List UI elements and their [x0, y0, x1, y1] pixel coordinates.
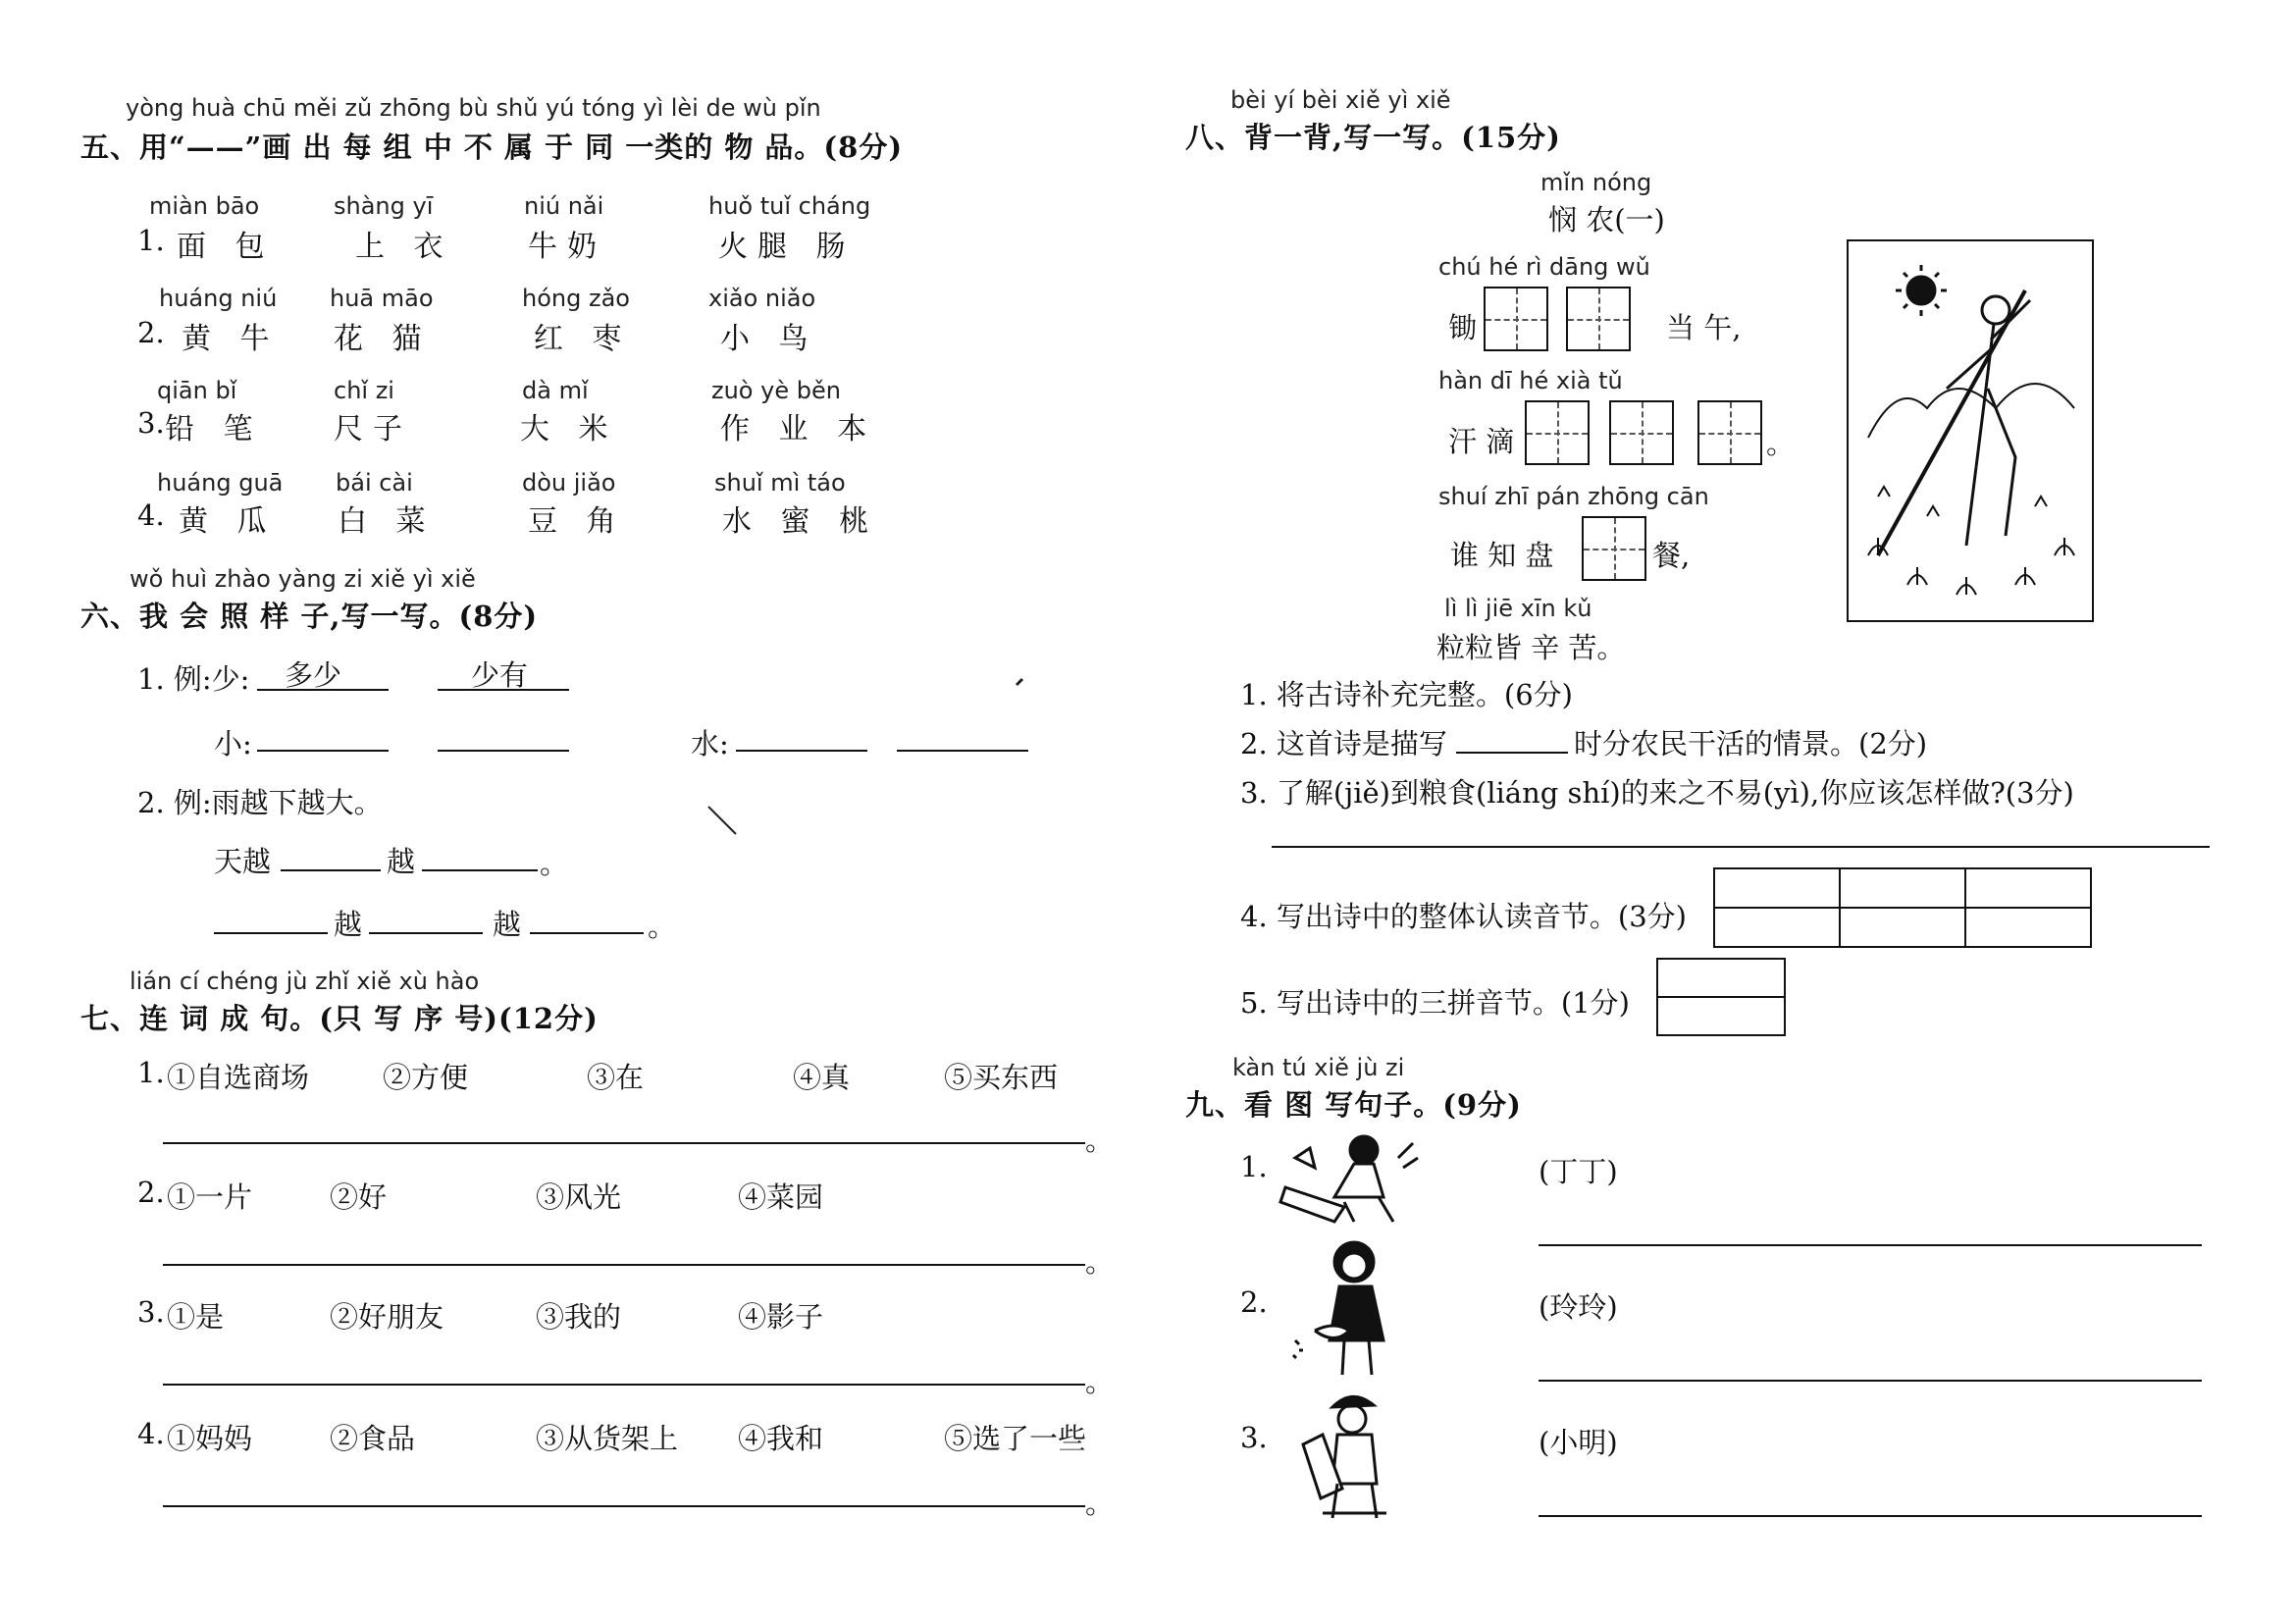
sec8-title: 八、背一背,写一写。(15分) [1185, 121, 1561, 154]
tianzige-box[interactable] [1697, 400, 1762, 465]
poem-line4-pinyin: lì lì jiē xīn kǔ [1444, 595, 1592, 622]
word-card: ⑤买东西 [944, 1061, 1059, 1094]
answer-blank[interactable] [369, 932, 483, 934]
item-pinyin: hóng zǎo [522, 285, 630, 312]
tianzige-box[interactable] [1525, 400, 1590, 465]
answer-line[interactable] [1539, 1515, 2202, 1517]
question-number: 2. [137, 1176, 165, 1209]
answer-blank[interactable] [214, 932, 328, 934]
sec8-q2-start: 2. 这首诗是描写 [1240, 727, 1447, 760]
yue-char: 越 [493, 908, 522, 941]
item-pinyin: qiān bǐ [157, 377, 237, 404]
item-number: 1. [1240, 1150, 1268, 1183]
word-card: ③风光 [536, 1180, 622, 1214]
sec8-q4: 4. 写出诗中的整体认读音节。(3分) [1240, 900, 1687, 933]
poem-text: 谁 知 盘 [1450, 539, 1554, 572]
period: 。 [540, 847, 569, 880]
word-card: ③从货架上 [536, 1422, 679, 1455]
row-number: 4. [137, 498, 165, 532]
answer-blank[interactable] [1456, 752, 1568, 754]
answer-line[interactable] [1272, 846, 2210, 848]
word-card: ②食品 [330, 1422, 416, 1455]
answer-line[interactable] [1539, 1380, 2202, 1382]
item-pinyin: huǒ tuǐ cháng [708, 192, 871, 220]
answer-blank[interactable] [281, 869, 381, 871]
poem-title-pinyin: mǐn nóng [1540, 169, 1652, 196]
poem-text: 粒粒皆 辛 苦。 [1436, 631, 1626, 664]
farmer-illustration [1847, 239, 2094, 622]
item-word: 白 菜 [338, 504, 436, 539]
grid-cell[interactable] [1840, 868, 1965, 908]
grid-cell[interactable] [1714, 908, 1840, 947]
sec6-pinyin: wǒ huì zhào yàng zi xiě yì xiě [130, 565, 476, 593]
sec9-pinyin: kàn tú xiě jù zi [1232, 1054, 1405, 1081]
answer-grid[interactable] [1656, 958, 1786, 1036]
word-card: ②好 [330, 1180, 388, 1214]
boy-drawing-picture [1293, 1386, 1401, 1523]
item-pinyin: huáng guā [157, 469, 284, 497]
grid-cell[interactable] [1965, 868, 2091, 908]
word-card: ②好朋友 [330, 1300, 444, 1334]
item-pinyin: miàn bāo [149, 192, 260, 220]
sentence-start: 天越 [214, 845, 272, 878]
item-word: 大 米 [520, 412, 618, 446]
example-sentence: 2. 例:雨越下越大。 [137, 786, 383, 819]
item-word: 小 鸟 [720, 322, 818, 356]
girl-feeding-picture [1285, 1232, 1403, 1380]
item-word: 黄 牛 [182, 322, 280, 356]
tianzige-box[interactable] [1484, 287, 1548, 351]
period: 。 [1085, 1365, 1115, 1398]
sec9-title: 九、看 图 写句子。(9分) [1185, 1088, 1522, 1122]
tianzige-box[interactable] [1609, 400, 1674, 465]
item-pinyin: huā māo [330, 285, 434, 312]
period: 。 [1085, 1124, 1115, 1157]
period: 。 [1085, 1245, 1115, 1279]
answer-blank[interactable] [422, 869, 538, 871]
grid-cell[interactable] [1965, 908, 2091, 947]
sec7-title: 七、连 词 成 句。(只 写 序 号)(12分) [80, 1002, 599, 1035]
poem-char: 锄 [1448, 311, 1478, 344]
word-card: ①是 [167, 1300, 225, 1334]
example-answer-1: 多少 [285, 658, 342, 692]
item-pinyin: niú nǎi [524, 192, 604, 220]
item-word: 红 枣 [534, 322, 632, 356]
item-word: 火腿 肠 [718, 230, 856, 264]
word-card: ⑤选了一些 [944, 1422, 1087, 1455]
item-word: 黄 瓜 [179, 504, 277, 539]
example-label: 1. 例:少: [137, 662, 250, 696]
sec8-pinyin: bèi yí bèi xiě yì xiě [1230, 86, 1451, 114]
period: 。 [1085, 1487, 1115, 1520]
item-word: 尺子 [334, 412, 412, 446]
underline [257, 689, 389, 691]
word-card: ①自选商场 [167, 1061, 310, 1094]
prompt-water: 水: [691, 727, 729, 760]
tianzige-box[interactable] [1582, 516, 1646, 581]
poem-line2-pinyin: hàn dī hé xià tǔ [1438, 367, 1623, 394]
item-word: 面 包 [177, 230, 275, 264]
answer-blank[interactable] [897, 750, 1028, 752]
sec6-title: 六、我 会 照 样 子,写一写。(8分) [80, 600, 539, 633]
answer-blank[interactable] [530, 932, 644, 934]
sun-icon [1896, 265, 1947, 316]
answer-line[interactable] [163, 1264, 1085, 1266]
yue-char: 越 [387, 845, 416, 878]
poem-title: 悯 农(一) [1548, 203, 1665, 236]
answer-line[interactable] [163, 1505, 1085, 1507]
item-pinyin: shàng yī [334, 192, 434, 220]
word-card: ②方便 [383, 1061, 469, 1094]
word-card: ③我的 [536, 1300, 622, 1334]
period: 。 [648, 910, 677, 943]
item-word: 水 蜜 桃 [722, 504, 879, 539]
sec8-q3: 3. 了解(jiě)到粮食(liáng shí)的来之不易(yì),你应该怎样做?(3分) [1240, 776, 2074, 810]
grid-cell[interactable] [1657, 997, 1785, 1035]
character-name: (丁丁) [1539, 1155, 1618, 1188]
item-number: 2. [1240, 1285, 1268, 1319]
answer-blank[interactable] [736, 750, 867, 752]
answer-blank[interactable] [257, 750, 389, 752]
poem-text: 当 午, [1666, 311, 1742, 344]
item-word: 花 猫 [334, 322, 432, 356]
item-pinyin: shuǐ mì táo [714, 469, 846, 497]
answer-line[interactable] [163, 1142, 1085, 1144]
item-pinyin: dòu jiǎo [522, 469, 616, 497]
answer-line[interactable] [1539, 1244, 2202, 1246]
word-card: ④影子 [738, 1300, 824, 1334]
yue-char: 越 [334, 908, 363, 941]
item-word: 上 衣 [355, 230, 453, 264]
scan-mark [706, 805, 746, 844]
answer-grid[interactable] [1713, 867, 2092, 948]
item-pinyin: huáng niú [159, 285, 278, 312]
poem-text: 餐, [1652, 539, 1691, 572]
answer-blank[interactable] [438, 750, 569, 752]
sec8-q2-end: 时分农民干活的情景。(2分) [1574, 727, 1928, 760]
word-card: ③在 [587, 1061, 645, 1094]
sec5-pinyin: yòng huà chū měi zǔ zhōng bù shǔ yú tóng yì lèi de wù pǐn [126, 94, 821, 122]
character-name: (玲玲) [1539, 1290, 1618, 1324]
word-card: ④菜园 [738, 1180, 824, 1214]
example-answer-2: 少有 [471, 658, 529, 692]
question-number: 3. [137, 1295, 165, 1329]
character-name: (小明) [1539, 1426, 1618, 1459]
item-pinyin: dà mǐ [522, 377, 589, 404]
scan-mark [1015, 679, 1024, 689]
poem-text: 。 [1766, 427, 1796, 460]
item-word: 作 业 本 [720, 412, 877, 446]
underline [438, 689, 569, 691]
question-number: 1. [137, 1056, 165, 1089]
row-number: 3. [137, 406, 165, 440]
sec8-q1: 1. 将古诗补充完整。(6分) [1240, 678, 1573, 711]
prompt-small: 小: [214, 727, 252, 760]
word-card: ①一片 [167, 1180, 253, 1214]
item-word: 铅 笔 [165, 412, 263, 446]
poem-line3-pinyin: shuí zhī pán zhōng cān [1438, 483, 1709, 510]
question-number: 4. [137, 1417, 165, 1450]
item-pinyin: bái cài [336, 469, 413, 497]
answer-line[interactable] [163, 1384, 1085, 1386]
sec7-pinyin: lián cí chéng jù zhǐ xiě xù hào [130, 968, 480, 995]
item-word: 牛奶 [528, 230, 606, 264]
word-card: ④真 [793, 1061, 851, 1094]
item-pinyin: chǐ zi [334, 377, 394, 404]
poem-line1-pinyin: chú hé rì dāng wǔ [1438, 253, 1650, 281]
word-card: ④我和 [738, 1422, 824, 1455]
grid-cell[interactable] [1657, 959, 1785, 997]
tianzige-box[interactable] [1566, 287, 1631, 351]
item-number: 3. [1240, 1421, 1268, 1454]
row-number: 1. [137, 224, 165, 257]
sec5-title: 五、用“——”画 出 每 组 中 不 属 于 同 一类的 物 品。(8分) [80, 131, 904, 164]
grid-cell[interactable] [1840, 908, 1965, 947]
item-word: 豆 角 [528, 504, 626, 539]
item-pinyin: xiǎo niǎo [708, 285, 816, 312]
poem-text: 汗 滴 [1448, 425, 1515, 458]
row-number: 2. [137, 316, 165, 349]
item-pinyin: zuò yè běn [711, 377, 841, 404]
grid-cell[interactable] [1714, 868, 1840, 908]
boy-reading-picture [1276, 1128, 1423, 1227]
word-card: ①妈妈 [167, 1422, 253, 1455]
sec8-q5: 5. 写出诗中的三拼音节。(1分) [1240, 986, 1630, 1020]
